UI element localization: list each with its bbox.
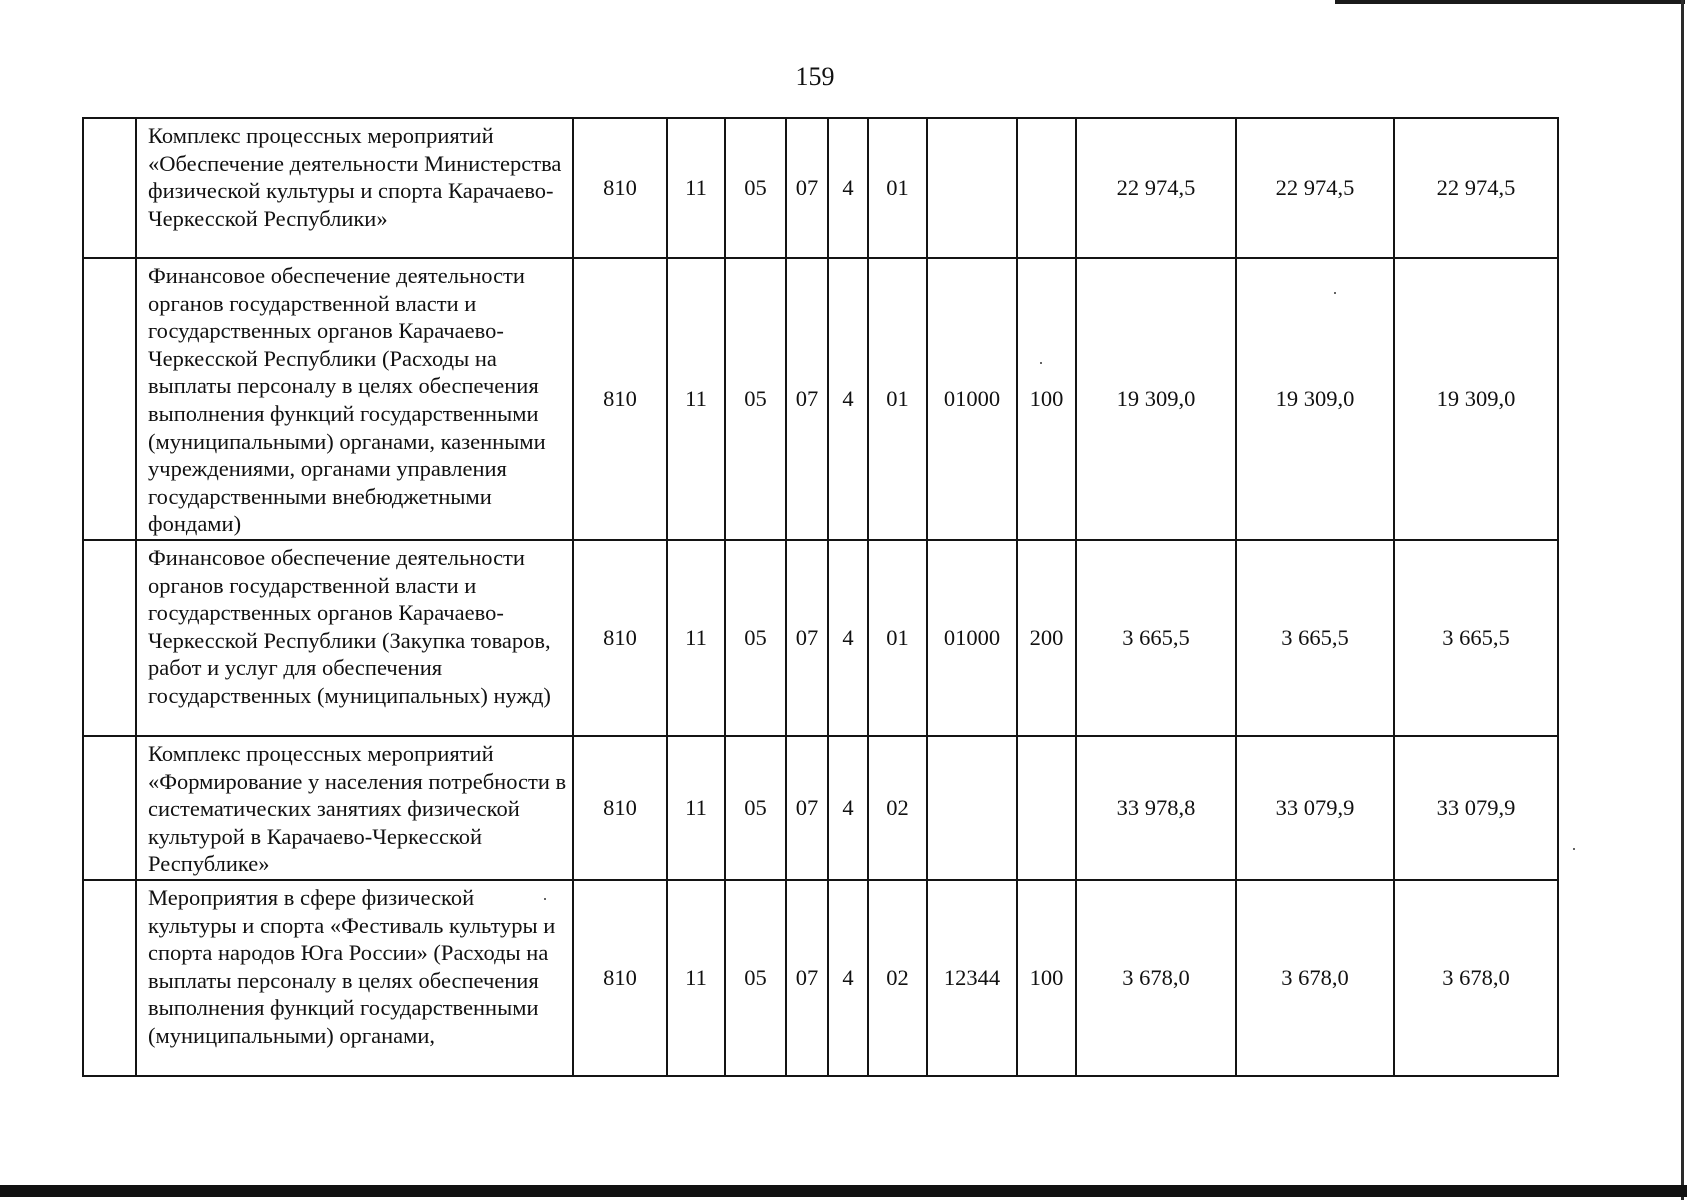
amount-year-1-cell: 3 665,5 xyxy=(1076,540,1236,736)
item-name-cell: Финансовое обеспечение деятельности органов государственной власти и государственных органов Карачаево-Черкесской Республики (Закупка товаров, работ и услуг для обеспечения государственных (муниципальных) нужд) xyxy=(136,540,573,736)
complex-cell: 01 xyxy=(868,540,927,736)
ministry-code-cell: 810 xyxy=(573,540,667,736)
program-cell: 07 xyxy=(786,540,828,736)
program-cell: 07 xyxy=(786,118,828,258)
amount-year-3-cell: 22 974,5 xyxy=(1394,118,1558,258)
amount-year-1-cell: 22 974,5 xyxy=(1076,118,1236,258)
expense-type-cell xyxy=(1017,736,1076,880)
row-index-cell xyxy=(83,540,136,736)
table-row xyxy=(83,258,1558,540)
section-cell: 11 xyxy=(667,540,725,736)
ministry-code-cell: 810 xyxy=(573,880,667,1076)
row-index-cell xyxy=(83,258,136,540)
complex-cell: 02 xyxy=(868,736,927,880)
scan-top-rule xyxy=(1335,0,1685,4)
direction-cell: 01000 xyxy=(927,258,1017,540)
row-index-cell xyxy=(83,118,136,258)
ministry-code-cell: 810 xyxy=(573,118,667,258)
amount-year-1-cell: 3 678,0 xyxy=(1076,880,1236,1076)
direction-cell xyxy=(927,736,1017,880)
amount-year-3-cell: 19 309,0 xyxy=(1394,258,1558,540)
direction-cell: 12344 xyxy=(927,880,1017,1076)
item-name-cell: Комплекс процессных мероприятий «Формирование у населения потребности в систематических занятиях физической культурой в Карачаево-Черкесской Республике» xyxy=(136,736,573,880)
program-cell: 07 xyxy=(786,736,828,880)
program-cell: 07 xyxy=(786,258,828,540)
amount-year-2-cell: 3 665,5 xyxy=(1236,540,1394,736)
section-cell: 11 xyxy=(667,880,725,1076)
type-cell: 4 xyxy=(828,540,868,736)
item-name-cell: Мероприятия в сфере физической культуры и спорта «Фестиваль культуры и спорта народов Юга России» (Расходы на выплаты персоналу в целях обеспечения выполнения функций государственными (муниципальными) органами, xyxy=(136,880,573,1076)
expense-type-cell: 200 xyxy=(1017,540,1076,736)
ministry-code-cell: 810 xyxy=(573,736,667,880)
amount-year-2-cell: 33 079,9 xyxy=(1236,736,1394,880)
subsection-cell: 05 xyxy=(725,736,786,880)
section-cell: 11 xyxy=(667,736,725,880)
type-cell: 4 xyxy=(828,258,868,540)
amount-year-1-cell: 19 309,0 xyxy=(1076,258,1236,540)
amount-year-2-cell: 19 309,0 xyxy=(1236,258,1394,540)
type-cell: 4 xyxy=(828,118,868,258)
ministry-code-cell: 810 xyxy=(573,258,667,540)
direction-cell xyxy=(927,118,1017,258)
amount-year-3-cell: 3 665,5 xyxy=(1394,540,1558,736)
amount-year-1-cell: 33 978,8 xyxy=(1076,736,1236,880)
table-row xyxy=(83,540,1558,736)
amount-year-2-cell: 3 678,0 xyxy=(1236,880,1394,1076)
amount-year-3-cell: 33 079,9 xyxy=(1394,736,1558,880)
section-cell: 11 xyxy=(667,258,725,540)
subsection-cell: 05 xyxy=(725,118,786,258)
complex-cell: 01 xyxy=(868,118,927,258)
amount-year-3-cell: 3 678,0 xyxy=(1394,880,1558,1076)
scan-speck xyxy=(1573,848,1575,850)
scan-right-edge xyxy=(1681,0,1684,1200)
row-index-cell xyxy=(83,880,136,1076)
table-row xyxy=(83,118,1558,258)
type-cell: 4 xyxy=(828,880,868,1076)
expense-type-cell: 100 xyxy=(1017,258,1076,540)
subsection-cell: 05 xyxy=(725,540,786,736)
item-name-cell: Финансовое обеспечение деятельности органов государственной власти и государственных органов Карачаево-Черкесской Республики (Расходы на выплаты персоналу в целях обеспечения выполнения функций государственными (муниципальными) органами, казенными учреждениями, органами управления государственными внебюджетными фондами) xyxy=(136,258,573,540)
subsection-cell: 05 xyxy=(725,258,786,540)
table-row xyxy=(83,736,1558,880)
item-name-cell: Комплекс процессных мероприятий «Обеспечение деятельности Министерства физической культуры и спорта Карачаево-Черкесской Республики» xyxy=(136,118,573,258)
section-cell: 11 xyxy=(667,118,725,258)
expense-type-cell: 100 xyxy=(1017,880,1076,1076)
page-number: 159 xyxy=(795,62,835,91)
expense-type-cell xyxy=(1017,118,1076,258)
direction-cell: 01000 xyxy=(927,540,1017,736)
budget-table xyxy=(82,117,1559,1077)
table-row xyxy=(83,880,1558,1076)
complex-cell: 01 xyxy=(868,258,927,540)
type-cell: 4 xyxy=(828,736,868,880)
complex-cell: 02 xyxy=(868,880,927,1076)
program-cell: 07 xyxy=(786,880,828,1076)
subsection-cell: 05 xyxy=(725,880,786,1076)
amount-year-2-cell: 22 974,5 xyxy=(1236,118,1394,258)
row-index-cell xyxy=(83,736,136,880)
scan-bottom-edge xyxy=(0,1185,1687,1197)
